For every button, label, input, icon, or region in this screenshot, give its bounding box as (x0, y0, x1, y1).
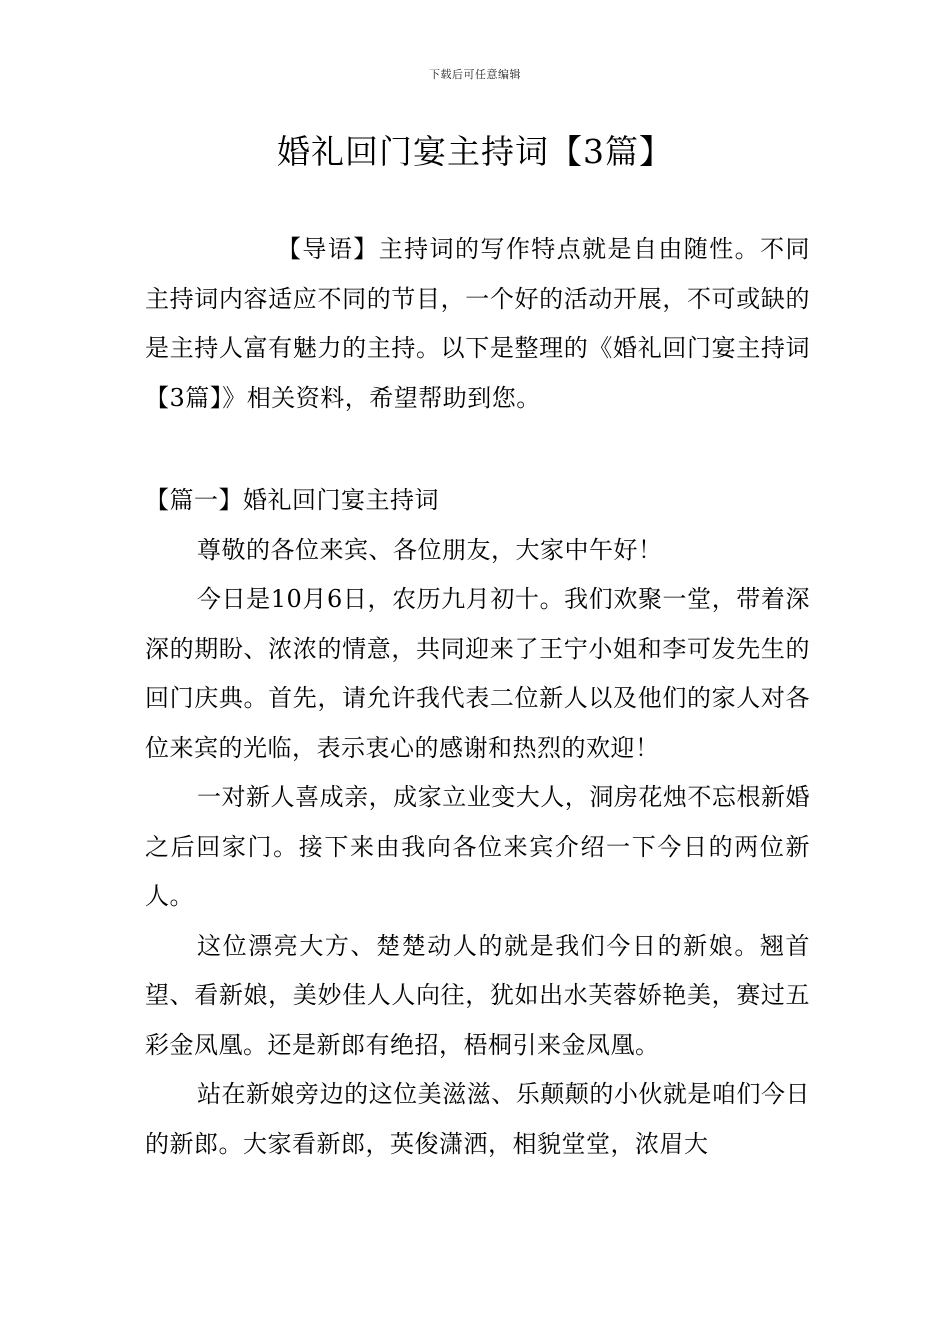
body-paragraph: 这位漂亮大方、楚楚动人的就是我们今日的新娘。翘首望、看新娘，美妙佳人人向往，犹如出水芙蓉娇艳美，赛过五彩金凤凰。还是新郎有绝招，梧桐引来金凤凰。 (145, 931, 810, 1059)
document-title: 婚礼回门宴主持词【3篇】 (277, 132, 673, 171)
body-paragraph: 站在新娘旁边的这位美滋滋、乐颠颠的小伙就是咱们今日的新郎。大家看新郎，英俊潇洒，相貌堂堂，浓眉大 (145, 1080, 810, 1158)
intro-paragraph: 【导语】主持词的写作特点就是自由随性。不同主持词内容适应不同的节目，一个好的活动开展，不可或缺的是主持人富有魅力的主持。以下是整理的《婚礼回门宴主持词【3篇】》相关资料，希望帮助到您。 (145, 235, 810, 412)
body-paragraph: 尊敬的各位来宾、各位朋友，大家中午好！ (197, 535, 663, 564)
header-note: 下载后可任意编辑 (429, 68, 521, 81)
section-heading: 【篇一】婚礼回门宴主持词 (145, 486, 439, 514)
body-paragraph: 今日是10月6日，农历九月初十。我们欢聚一堂，带着深深的期盼、浓浓的情意，共同迎来了王宁小姐和李可发先生的回门庆典。首先，请允许我代表二位新人以及他们的家人对各位来宾的光临，表示衷心的感谢和热烈的欢迎！ (145, 585, 810, 762)
document-body (145, 225, 810, 1169)
section-gap (145, 423, 810, 476)
body-paragraph: 一对新人喜成亲，成家立业变大人，洞房花烛不忘根新婚之后回家门。接下来由我向各位来宾介绍一下今日的两位新人。 (145, 783, 810, 910)
